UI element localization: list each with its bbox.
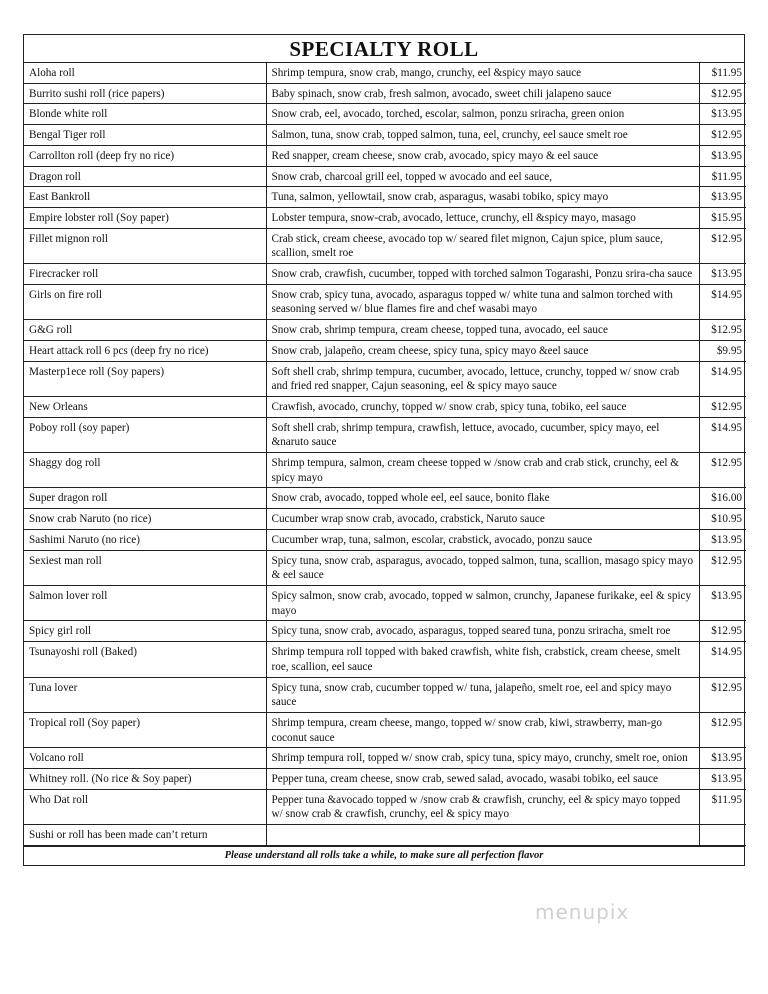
item-name: Volcano roll	[24, 748, 266, 769]
menu-row	[24, 125, 746, 146]
item-description: Spicy salmon, snow crab, avocado, topped w salmon, crunchy, Japanese furikake, eel & spicy mayo	[266, 585, 699, 620]
item-price: $11.95	[699, 166, 746, 187]
item-price: $13.95	[699, 104, 746, 125]
item-description: Spicy tuna, snow crab, asparagus, avocado, topped salmon, tuna, scallion, masago spicy mayo & eel sauce	[266, 550, 699, 585]
item-description: Cucumber wrap snow crab, avocado, crabstick, Naruto sauce	[266, 509, 699, 530]
item-price: $12.95	[699, 83, 746, 104]
item-description: Snow crab, shrimp tempura, cream cheese, topped tuna, avocado, eel sauce	[266, 320, 699, 341]
item-description: Snow crab, eel, avocado, torched, escolar, salmon, ponzu sriracha, green onion	[266, 104, 699, 125]
item-name: Sexiest man roll	[24, 550, 266, 585]
menu-row	[24, 529, 746, 550]
item-price: $9.95	[699, 340, 746, 361]
menu-title: SPECIALTY ROLL	[24, 35, 744, 63]
item-price: $15.95	[699, 207, 746, 228]
item-price: $12.95	[699, 320, 746, 341]
item-description: Soft shell crab, shrimp tempura, crawfish, lettuce, avocado, cucumber, spicy mayo, eel &naruto sauce	[266, 417, 699, 452]
item-price: $16.00	[699, 488, 746, 509]
item-price: $12.95	[699, 712, 746, 747]
item-name: Poboy roll (soy paper)	[24, 417, 266, 452]
item-name: Bengal Tiger roll	[24, 125, 266, 146]
menu-row	[24, 825, 746, 846]
item-price: $13.95	[699, 769, 746, 790]
item-description: Snow crab, charcoal grill eel, topped w avocado and eel sauce,	[266, 166, 699, 187]
menu-row	[24, 104, 746, 125]
item-name: Carrollton roll (deep fry no rice)	[24, 145, 266, 166]
item-description: Shrimp tempura, salmon, cream cheese topped w /snow crab and crab stick, crunchy, eel & spicy mayo	[266, 453, 699, 488]
item-name: G&G roll	[24, 320, 266, 341]
menu-row	[24, 166, 746, 187]
menu-row	[24, 417, 746, 452]
item-description: Cucumber wrap, tuna, salmon, escolar, crabstick, avocado, ponzu sauce	[266, 529, 699, 550]
item-description: Pepper tuna &avocado topped w /snow crab & crawfish, crunchy, eel & spicy mayo topped w/ snow crab & crawfish, crunchy, eel & spicy mayo	[266, 789, 699, 824]
item-name: Spicy girl roll	[24, 621, 266, 642]
item-price: $10.95	[699, 509, 746, 530]
item-name: Who Dat roll	[24, 789, 266, 824]
item-name: Aloha roll	[24, 63, 266, 83]
menu-row	[24, 769, 746, 790]
item-name: Sushi or roll has been made can’t return	[24, 825, 266, 846]
item-name: Sashimi Naruto (no rice)	[24, 529, 266, 550]
item-name: Heart attack roll 6 pcs (deep fry no rice)	[24, 340, 266, 361]
item-price: $14.95	[699, 284, 746, 319]
item-description: Lobster tempura, snow-crab, avocado, lettuce, crunchy, ell &spicy mayo, masago	[266, 207, 699, 228]
item-description	[266, 825, 699, 846]
menu-row	[24, 488, 746, 509]
item-price: $11.95	[699, 63, 746, 83]
item-name: Super dragon roll	[24, 488, 266, 509]
item-price: $12.95	[699, 228, 746, 263]
menu-footer-note: Please understand all rolls take a while, to make sure all perfection flavor	[24, 846, 744, 865]
item-description: Spicy tuna, snow crab, cucumber topped w/ tuna, jalapeño, smelt roe, eel and spicy mayo sauce	[266, 677, 699, 712]
menu-row	[24, 509, 746, 530]
item-price: $12.95	[699, 621, 746, 642]
item-name: Firecracker roll	[24, 264, 266, 285]
item-description: Salmon, tuna, snow crab, topped salmon, tuna, eel, crunchy, eel sauce smelt roe	[266, 125, 699, 146]
menu-row	[24, 340, 746, 361]
item-description: Spicy tuna, snow crab, avocado, asparagus, topped seared tuna, ponzu sriracha, smelt roe	[266, 621, 699, 642]
item-description: Shrimp tempura, cream cheese, mango, topped w/ snow crab, kiwi, strawberry, man-go coconut sauce	[266, 712, 699, 747]
menu-row	[24, 621, 746, 642]
menu-row	[24, 264, 746, 285]
item-description: Snow crab, crawfish, cucumber, topped with torched salmon Togarashi, Ponzu srira-cha sauce	[266, 264, 699, 285]
menu-row	[24, 187, 746, 208]
item-description: Tuna, salmon, yellowtail, snow crab, asparagus, wasabi tobiko, spicy mayo	[266, 187, 699, 208]
item-name: Blonde white roll	[24, 104, 266, 125]
specialty-roll-menu	[23, 34, 745, 866]
menu-row	[24, 748, 746, 769]
item-name: Snow crab Naruto (no rice)	[24, 509, 266, 530]
item-name: Whitney roll. (No rice & Soy paper)	[24, 769, 266, 790]
item-description: Pepper tuna, cream cheese, snow crab, sewed salad, avocado, wasabi tobiko, eel sauce	[266, 769, 699, 790]
item-name: Tuna lover	[24, 677, 266, 712]
item-price: $13.95	[699, 748, 746, 769]
item-price: $13.95	[699, 264, 746, 285]
item-price: $11.95	[699, 789, 746, 824]
menu-row	[24, 642, 746, 677]
item-description: Snow crab, spicy tuna, avocado, asparagus topped w/ white tuna and salmon torched with seasoning served w/ blue flames fire and chef wasabi mayo	[266, 284, 699, 319]
item-name: Girls on fire roll	[24, 284, 266, 319]
menu-row	[24, 83, 746, 104]
item-description: Shrimp tempura roll topped with baked crawfish, white fish, crabstick, cream cheese, smelt roe, scallion, eel sauce	[266, 642, 699, 677]
menu-table	[24, 63, 746, 846]
item-name: East Bankroll	[24, 187, 266, 208]
menu-row	[24, 585, 746, 620]
menu-row	[24, 712, 746, 747]
item-price: $13.95	[699, 145, 746, 166]
menu-row	[24, 361, 746, 396]
item-price: $12.95	[699, 453, 746, 488]
item-price: $14.95	[699, 361, 746, 396]
item-price: $12.95	[699, 396, 746, 417]
item-name: Empire lobster roll (Soy paper)	[24, 207, 266, 228]
item-description: Shrimp tempura, snow crab, mango, crunchy, eel &spicy mayo sauce	[266, 63, 699, 83]
item-name: Dragon roll	[24, 166, 266, 187]
menu-row	[24, 677, 746, 712]
item-description: Crab stick, cream cheese, avocado top w/ seared filet mignon, Cajun spice, plum sauce, scallion, smelt roe	[266, 228, 699, 263]
item-description: Shrimp tempura roll, topped w/ snow crab, spicy tuna, spicy mayo, crunchy, smelt roe, onion	[266, 748, 699, 769]
item-price: $12.95	[699, 550, 746, 585]
item-price: $14.95	[699, 417, 746, 452]
item-description: Snow crab, avocado, topped whole eel, eel sauce, bonito flake	[266, 488, 699, 509]
item-description: Soft shell crab, shrimp tempura, cucumber, avocado, lettuce, crunchy, topped w/ snow crab and fried red snapper, Cajun seasoning, eel & spicy mayo sauce	[266, 361, 699, 396]
item-description: Crawfish, avocado, crunchy, topped w/ snow crab, spicy tuna, tobiko, eel sauce	[266, 396, 699, 417]
item-price	[699, 825, 746, 846]
menu-row	[24, 453, 746, 488]
item-price: $13.95	[699, 529, 746, 550]
item-name: Shaggy dog roll	[24, 453, 266, 488]
menu-row	[24, 396, 746, 417]
item-price: $13.95	[699, 585, 746, 620]
item-name: Salmon lover roll	[24, 585, 266, 620]
item-name: Tropical roll (Soy paper)	[24, 712, 266, 747]
menu-row	[24, 320, 746, 341]
item-price: $12.95	[699, 677, 746, 712]
item-description: Snow crab, jalapeño, cream cheese, spicy tuna, spicy mayo &eel sauce	[266, 340, 699, 361]
item-name: New Orleans	[24, 396, 266, 417]
item-description: Red snapper, cream cheese, snow crab, avocado, spicy mayo & eel sauce	[266, 145, 699, 166]
menu-row	[24, 63, 746, 83]
watermark: menupix	[535, 900, 630, 924]
item-description: Baby spinach, snow crab, fresh salmon, avocado, sweet chili jalapeno sauce	[266, 83, 699, 104]
item-name: Fillet mignon roll	[24, 228, 266, 263]
item-name: Tsunayoshi roll (Baked)	[24, 642, 266, 677]
menu-row	[24, 145, 746, 166]
menu-row	[24, 228, 746, 263]
item-price: $12.95	[699, 125, 746, 146]
menu-row	[24, 789, 746, 824]
item-price: $14.95	[699, 642, 746, 677]
menu-row	[24, 550, 746, 585]
item-price: $13.95	[699, 187, 746, 208]
menu-row	[24, 284, 746, 319]
item-name: Burrito sushi roll (rice papers)	[24, 83, 266, 104]
menu-row	[24, 207, 746, 228]
item-name: Masterp1ece roll (Soy papers)	[24, 361, 266, 396]
